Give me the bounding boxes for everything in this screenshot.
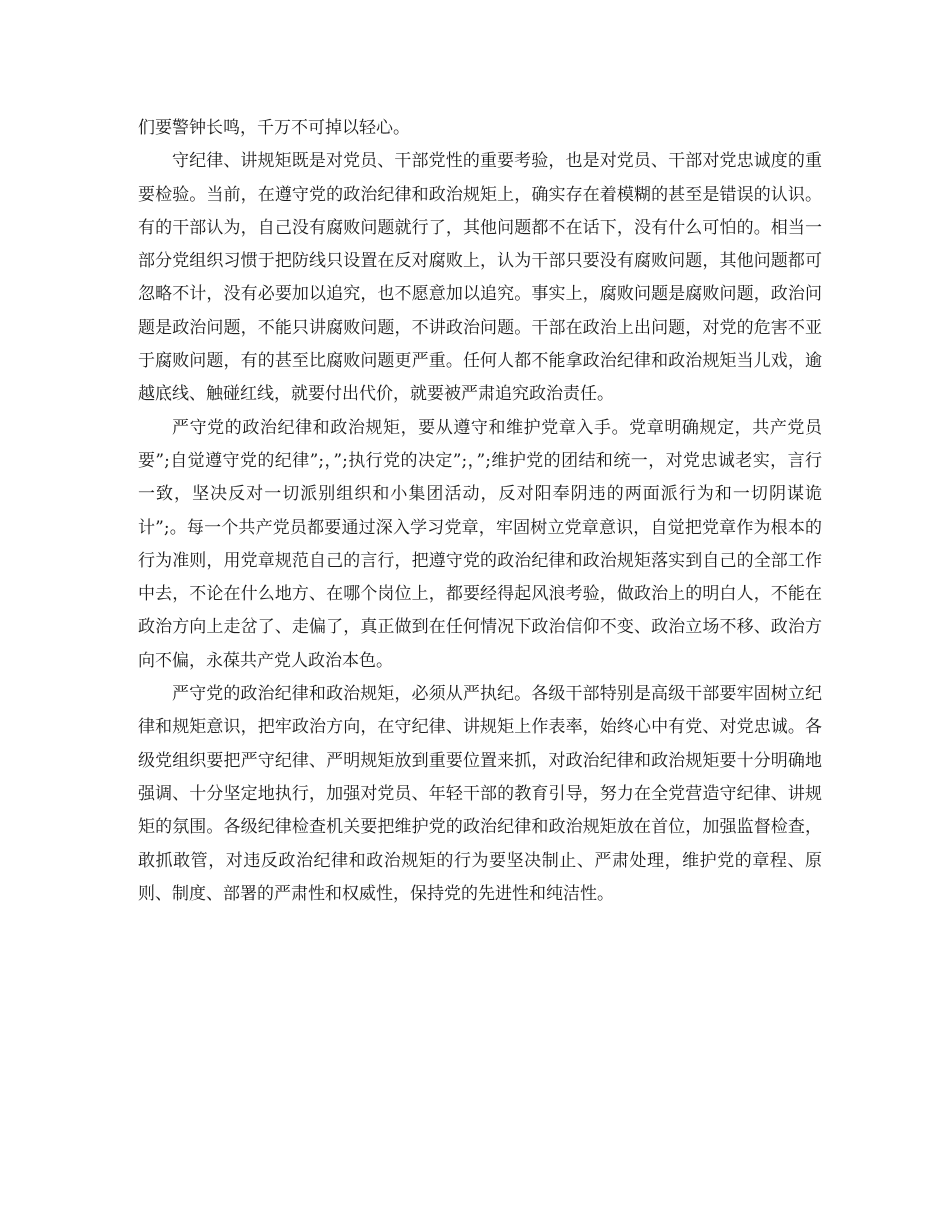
document-body [138, 112, 822, 911]
paragraph-2: 守纪律、讲规矩既是对党员、干部党性的重要考验，也是对党员、干部对党忠诚度的重要检验。当前，在遵守党的政治纪律和政治规矩上，确实存在着模糊的甚至是错误的认识。有的干部认为，自己没有腐败问题就行了，其他问题都不在话下，没有什么可怕的。相当一部分党组织习惯于把防线只设置在反对腐败上，认为干部只要没有腐败问题，其他问题都可忽略不计，没有必要加以追究，也不愿意加以追究。事实上，腐败问题是腐败问题，政治问题是政治问题，不能只讲腐败问题，不讲政治问题。干部在政治上出问题，对党的危害不亚于腐败问题，有的甚至比腐败问题更严重。任何人都不能拿政治纪律和政治规矩当儿戏，逾越底线、触碰红线，就要付出代价，就要被严肃追究政治责任。 [138, 151, 822, 405]
paragraph-4: 严守党的政治纪律和政治规矩，必须从严执纪。各级干部特别是高级干部要牢固树立纪律和规矩意识，把牢政治方向，在守纪律、讲规矩上作表率，始终心中有党、对党忠诚。各级党组织要把严守纪律、严明规矩放到重要位置来抓，对政治纪律和政治规矩要十分明确地强调、十分坚定地执行，加强对党员、年轻干部的教育引导，努力在全党营造守纪律、讲规矩的氛围。各级纪律检查机关要把维护党的政治纪律和政治规矩放在首位，加强监督检查，敢抓敢管，对违反政治纪律和政治规矩的行为要坚决制止、严肃处理，维护党的章程、原则、制度、部署的严肃性和权威性，保持党的先进性和纯洁性。 [138, 684, 822, 904]
paragraph-3: 严守党的政治纪律和政治规矩，要从遵守和维护党章入手。党章明确规定，共产党员要”;自觉遵守党的纪律”;，”;执行党的决定”;，”;维护党的团结和统一，对党忠诚老实，言行一致，坚决反对一切派别组织和小集团活动，反对阳奉阴违的两面派行为和一切阴谋诡计”;。每一个共产党员都要通过深入学习党章，牢固树立党章意识，自觉把党章作为根本的行为准则，用党章规范自己的言行，把遵守党的政治纪律和政治规矩落实到自己的全部工作中去，不论在什么地方、在哪个岗位上，都要经得起风浪考验，做政治上的明白人，不能在政治方向上走岔了、走偏了，真正做到在任何情况下政治信仰不变、政治立场不移、政治方向不偏，永葆共产党人政治本色。 [138, 417, 822, 671]
paragraph-1: 们要警钟长鸣，千万不可掉以轻心。 [138, 118, 410, 138]
